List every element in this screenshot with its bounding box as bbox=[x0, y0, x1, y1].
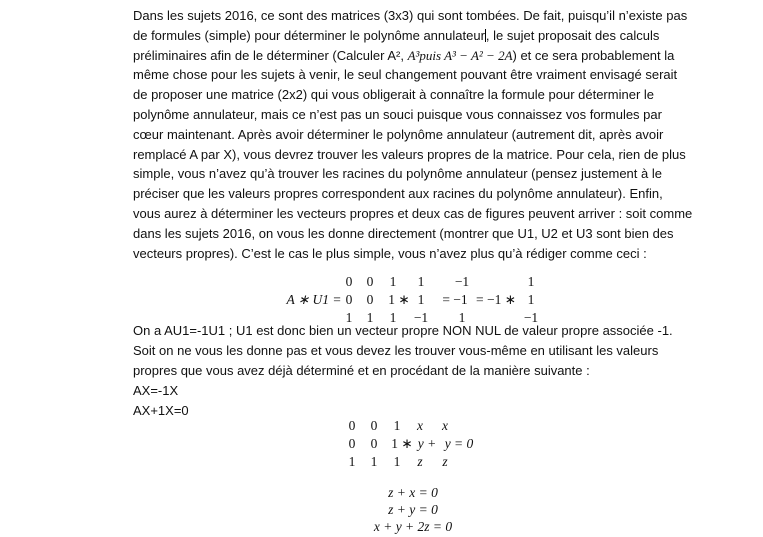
eq2-r0-c2: 1 bbox=[393, 418, 401, 433]
eq2-r1-c0: 0 bbox=[348, 436, 356, 451]
eq2-r2-c1: 1 bbox=[370, 454, 378, 469]
eq1-m-1-1: 0 bbox=[366, 292, 374, 307]
eq2-r2-c0: 1 bbox=[348, 454, 356, 469]
eq1-m-2-1: 1 bbox=[366, 310, 374, 325]
paragraph-part-3: ) et ce sera probablement la même chose pour les sujets à venir, le seul changement pouvant être vraiment envisagé serait de proposer une matrice (2x2) qui vous obligerait à connaître la formule pour déterminer le polynôme annulateur, mais ce n’est pas un souci puisque vous connaissez vos formules par cœur maintenant. Après avoir déterminer le polynôme annulateur (autrement dit, après avoir remplacé A par X), vous devrez trouver les valeurs propres de la matrice. Pour cela, rien de plus simple, vous n’avez qu’à trouver les racines du polynôme annulateur (pensez justement à le préciser que les valeurs propres correspondent aux racines du polynôme annulateur). Enfin, vous aurez à déterminer les vecteurs propres et deux cas de figures peuvent arriver : soit comme dans les sujets 2016, on vous les donne directement (montrer que U1, U2 et U3 sont bien des vecteurs propres). C’est le cas le plus simple, vous n’avez plus qu’à rédiger comme ceci : bbox=[133, 47, 693, 261]
eq2-r1-c2: 1 ∗ bbox=[391, 436, 413, 451]
text-line-5: AX+1X=0 bbox=[133, 403, 189, 418]
eq1-m-2-0: 1 bbox=[345, 310, 353, 325]
eq2-r2-c2: 1 bbox=[393, 454, 401, 469]
system-eq-2: z + y = 0 bbox=[388, 502, 438, 517]
paragraph-part-2: le sujet proposait des calculs préliminaires afin de le déterminer (Calculer A², bbox=[133, 27, 660, 63]
eq1-eig-0: 1 bbox=[527, 274, 535, 289]
paragraph-part-1: Dans les sujets 2016, ce sont des matrices (3x3) qui sont tombées. De fait, puisqu’il n’existe pas de formules (simple) pour déterminer le polynôme annulateur bbox=[133, 8, 688, 43]
main-paragraph: Dans les sujets 2016, ce sont des matrices (3x3) qui sont tombées. De fait, puisqu’il n’existe pas de formules (simple) pour déterminer le polynôme annulateur, le sujet proposait des calculs préliminaires afin de le déterminer (Calculer A², A³puis A³ − A² − 2A) et ce sera probablement la même chose pour les sujets à venir, le seul changement pouvant être vraiment envisagé serait de proposer une matrice (2x2) qui vous obligerait à connaître la formule pour déterminer le polynôme annulateur, mais ce n’est pas un souci puisque vous connaissez vos formules par cœur maintenant. Après avoir déterminer le polynôme annulateur (autrement dit, après avoir remplacé A par X), vous devrez trouver les valeurs propres de la matrice. Pour cela, rien de plus simple, vous n’avez qu’à trouver les racines du polynôme annulateur (pensez justement à le préciser que les valeurs propres correspondent aux racines du polynôme annulateur). Enfin, vous aurez à déterminer les vecteurs propres et deux cas de figures peuvent arriver : soit comme dans les sujets 2016, on vous les donne directement (montrer que U1, U2 et U3 sont bien des vecteurs propres). C’est le cas le plus simple, vous n’avez plus qu’à rédiger comme ceci : bbox=[133, 8, 693, 261]
eq1-vec-0: 1 bbox=[417, 274, 425, 289]
eq1-m-1-2: 1 ∗ bbox=[388, 292, 410, 307]
eq1-res-1: = −1 bbox=[442, 292, 468, 307]
eq1-mid: = −1 ∗ bbox=[475, 292, 517, 307]
eq2-r2-c4: z bbox=[442, 454, 448, 469]
eq2-r1-c4: y = 0 bbox=[444, 436, 474, 451]
eq1-eig-1: 1 bbox=[527, 292, 535, 307]
eq1-m-0-2: 1 bbox=[389, 274, 397, 289]
eq1-vec-1: 1 bbox=[417, 292, 425, 307]
eq1-m-1-0: 0 bbox=[345, 292, 353, 307]
eq1-res-0: −1 bbox=[454, 274, 470, 289]
text-line-4: AX=-1X bbox=[133, 383, 179, 398]
eq2-r1-c3: y + bbox=[417, 436, 437, 451]
eq2-r0-c0: 0 bbox=[348, 418, 356, 433]
eq2-r2-c3: z bbox=[417, 454, 423, 469]
system-eq-1: z + x = 0 bbox=[388, 485, 438, 500]
eq1-lhs: A ∗ U1 = bbox=[286, 292, 342, 307]
eq1-m-0-0: 0 bbox=[345, 274, 353, 289]
eq2-r0-c1: 0 bbox=[370, 418, 378, 433]
system-eq-3: x + y + 2z = 0 bbox=[373, 519, 453, 534]
text-line-1: On a AU1=-1U1 ; U1 est donc bien un vecteur propre NON NUL de valeur propre associée -1. bbox=[133, 323, 673, 338]
text-line-2: Soit on ne vous les donne pas et vous devez les trouver vous-même en utilisant les valeurs bbox=[133, 343, 659, 358]
eq2-r0-c4: x bbox=[442, 418, 448, 433]
text-line-3: propres que vous avez déjà déterminé et en procédant de la manière suivante : bbox=[133, 363, 590, 378]
eq1-m-2-2: 1 bbox=[389, 310, 397, 325]
eq1-vec-2: −1 bbox=[413, 310, 429, 325]
math-expression: A³puis A³ − A² − 2A bbox=[407, 47, 513, 63]
eq1-eig-2: −1 bbox=[523, 310, 539, 325]
eq2-r1-c1: 0 bbox=[370, 436, 378, 451]
eq1-res-2: 1 bbox=[458, 310, 466, 325]
eq2-r0-c3: x bbox=[417, 418, 423, 433]
eq1-m-0-1: 0 bbox=[366, 274, 374, 289]
